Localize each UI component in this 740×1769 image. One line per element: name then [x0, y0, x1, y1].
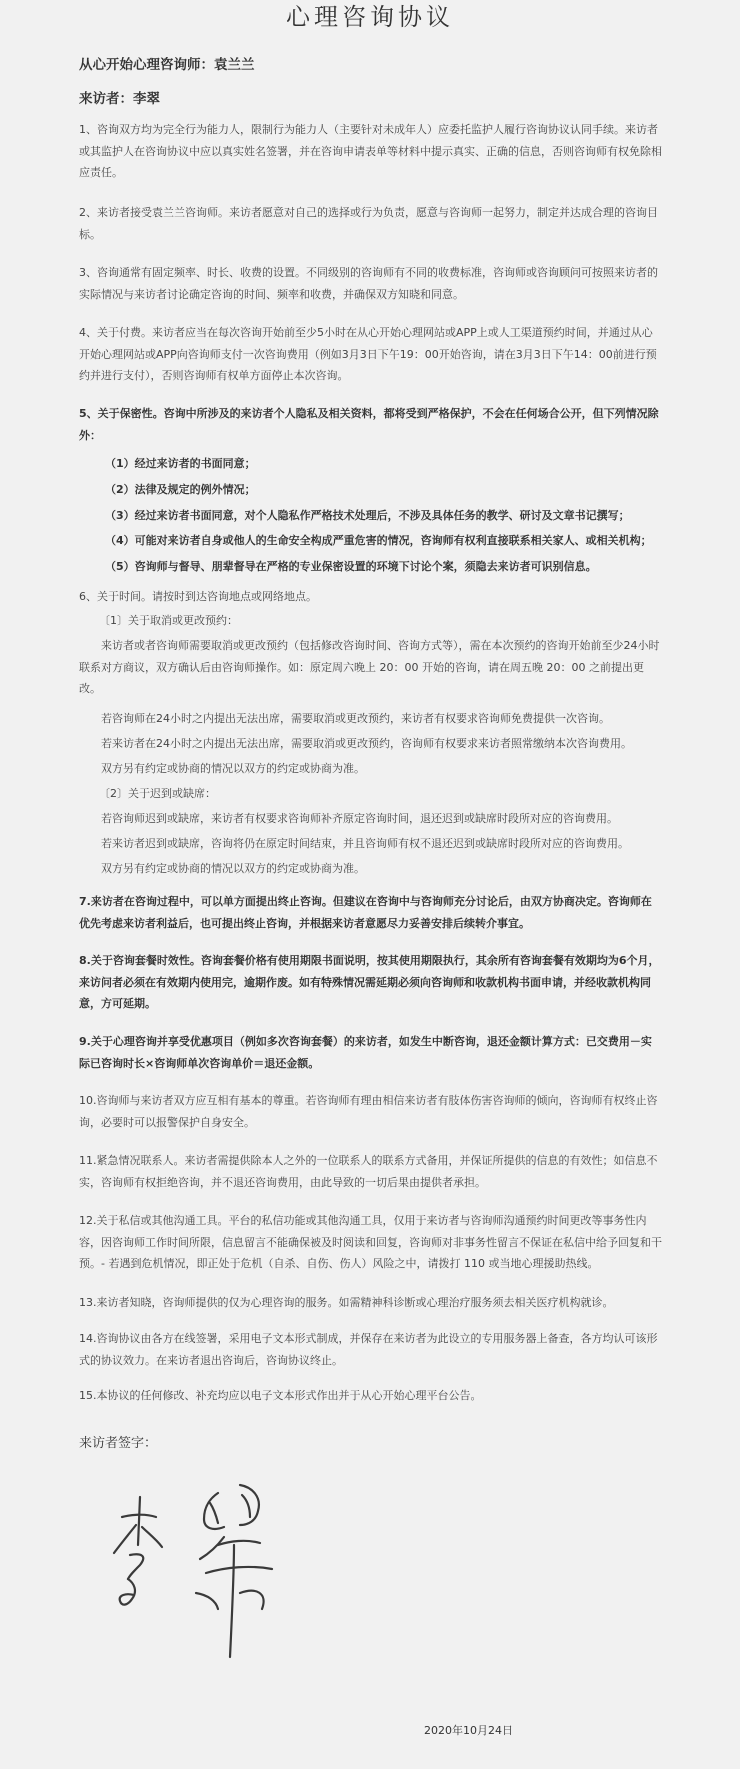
page-title: 心理咨询协议 [286, 3, 454, 31]
clause-2: 2、来访者接受袁兰兰咨询师。来访者愿意对自己的选择或行为负责，愿意与咨询师一起努力，制定并达成合理的咨询目标。 [79, 206, 658, 241]
clause-9: 9.关于心理咨询并享受优惠项目（例如多次咨询套餐）的来访者，如发生中断咨询，退还金额计算方式：已交费用－实际已咨询时长×咨询师单次咨询单价＝退还金额。 [79, 1035, 652, 1070]
clause-3: 3、咨询通常有固定频率、时长、收费的设置。不同级别的咨询师有不同的收费标准，咨询师或咨询顾问可按照来访者的实际情况与来访者讨论确定咨询的时间、频率和收费，并确保双方知晓和同意。 [79, 266, 658, 301]
handwritten-signature [100, 1475, 300, 1675]
clause-11: 11.紧急情况联系人。来访者需提供除本人之外的一位联系人的联系方式备用，并保证所提供的信息的有效性；如信息不实，咨询师有权拒绝咨询，并不退还咨询费用，由此导致的一切后果由提供者承担。 [79, 1154, 658, 1189]
clause-7: 7.来访者在咨询过程中，可以单方面提出终止咨询。但建议在咨询中与咨询师充分讨论后，由双方协商决定。咨询师在优先考虑来访者利益后，也可提出终止咨询，并根据来访者意愿尽力妥善安排后续转介事宜。 [79, 895, 652, 930]
clause-4: 4、关于付费。来访者应当在每次咨询开始前至少5小时在从心开始心理网站或APP上或人工渠道预约时间，并通过从心开始心理网站或APP向咨询师支付一次咨询费用（例如3月3日下午19：00开始咨询，请在3月3日下午14：00前进行预约并进行支付），否则咨询师有权单方面停止本次咨询。 [79, 326, 657, 382]
clause-5-item: （5）咨询师与督导、朋辈督导在严格的专业保密设置的环境下讨论个案，须隐去来访者可识别信息。 [105, 560, 597, 573]
clause-5-item: （2）法律及规定的例外情况； [105, 483, 256, 496]
clause-15: 15.本协议的任何修改、补充均应以电子文本形式作出并于从心开始心理平台公告。 [79, 1389, 482, 1402]
clause-6-cancel-title: 〔1〕关于取消或更改预约： [99, 614, 238, 627]
clause-6-cancel-line: 若来访者在24小时之内提出无法出席，需要取消或更改预约，咨询师有权要求来访者照常缴纳本次咨询费用。 [101, 737, 632, 750]
clause-6-cancel-line: 双方另有约定或协商的情况以双方的约定或协商为准。 [101, 762, 365, 775]
clause-5-item: （1）经过来访者的书面同意； [105, 457, 256, 470]
clause-5: 5、关于保密性。咨询中所涉及的来访者个人隐私及相关资料，都将受到严格保护，不会在任何场合公开，但下列情况除外： [79, 407, 659, 442]
clause-6-late-title: 〔2〕关于迟到或缺席： [99, 787, 216, 800]
counselor-line: 从心开始心理咨询师：袁兰兰 [79, 57, 255, 73]
clause-6-cancel-body: 来访者或者咨询师需要取消或更改预约（包括修改咨询时间、咨询方式等），需在本次预约的咨询开始前至少24小时联系对方商议，双方确认后由咨询师操作。如：原定周六晚上 20：00 开始的咨询，请在周五晚 20：00 之前提出更改。 [79, 639, 660, 695]
signature-date: 2020年10月24日 [424, 1724, 513, 1737]
clause-1: 1、咨询双方均为完全行为能力人，限制行为能力人（主要针对未成年人）应委托监护人履行咨询协议认同手续。来访者或其监护人在咨询协议中应以真实姓名签署，并在咨询申请表单等材料中提示真实、正确的信息，否则咨询师有权免除相应责任。 [79, 123, 662, 179]
clause-6: 6、关于时间。请按时到达咨询地点或网络地点。 [79, 590, 317, 603]
clause-10: 10.咨询师与来访者双方应互相有基本的尊重。若咨询师有理由相信来访者有肢体伤害咨询师的倾向，咨询师有权终止咨询，必要时可以报警保护自身安全。 [79, 1094, 658, 1129]
visitor-line: 来访者：李翠 [79, 91, 160, 107]
signature-label: 来访者签字： [79, 1436, 158, 1451]
clause-12: 12.关于私信或其他沟通工具。平台的私信功能或其他沟通工具，仅用于来访者与咨询师沟通预约时间更改等事务性内容，因咨询师工作时间所限，信息留言不能确保被及时阅读和回复，咨询师对非事务性留言不保证在私信中给予回复和干预。- 若遇到危机情况，即正处于危机（自杀、自伤、伤人）风险之中，请拨打 110 或当地心理援助热线。 [79, 1214, 662, 1270]
clause-6-late-line: 若来访者迟到或缺席，咨询将仍在原定时间结束，并且咨询师有权不退还迟到或缺席时段所对应的咨询费用。 [101, 837, 629, 850]
clause-6-cancel-line: 若咨询师在24小时之内提出无法出席，需要取消或更改预约，来访者有权要求咨询师免费提供一次咨询。 [101, 712, 610, 725]
clause-8: 8.关于咨询套餐时效性。咨询套餐价格有使用期限书面说明，按其使用期限执行，其余所有咨询套餐有效期均为6个月，来访问者必须在有效期内使用完，逾期作废。如有特殊情况需延期必须向咨询师和收款机构书面申请，并经收款机构同意，方可延期。 [79, 954, 660, 1010]
clause-6-late-line: 若咨询师迟到或缺席，来访者有权要求咨询师补齐原定咨询时间，退还迟到或缺席时段所对应的咨询费用。 [101, 812, 618, 825]
clause-13: 13.来访者知晓，咨询师提供的仅为心理咨询的服务。如需精神科诊断或心理治疗服务须去相关医疗机构就诊。 [79, 1296, 614, 1309]
clause-6-late-line: 双方另有约定或协商的情况以双方的约定或协商为准。 [101, 862, 365, 875]
clause-5-item: （3）经过来访者书面同意，对个人隐私作严格技术处理后，不涉及具体任务的教学、研讨及文章书记撰写； [105, 509, 630, 522]
clause-5-item: （4）可能对来访者自身或他人的生命安全构成严重危害的情况，咨询师有权利直接联系相关家人、或相关机构； [105, 534, 652, 547]
clause-14: 14.咨询协议由各方在线签署，采用电子文本形式制成，并保存在来访者为此设立的专用服务器上备查，各方均认可该形式的协议效力。在来访者退出咨询后，咨询协议终止。 [79, 1332, 658, 1367]
